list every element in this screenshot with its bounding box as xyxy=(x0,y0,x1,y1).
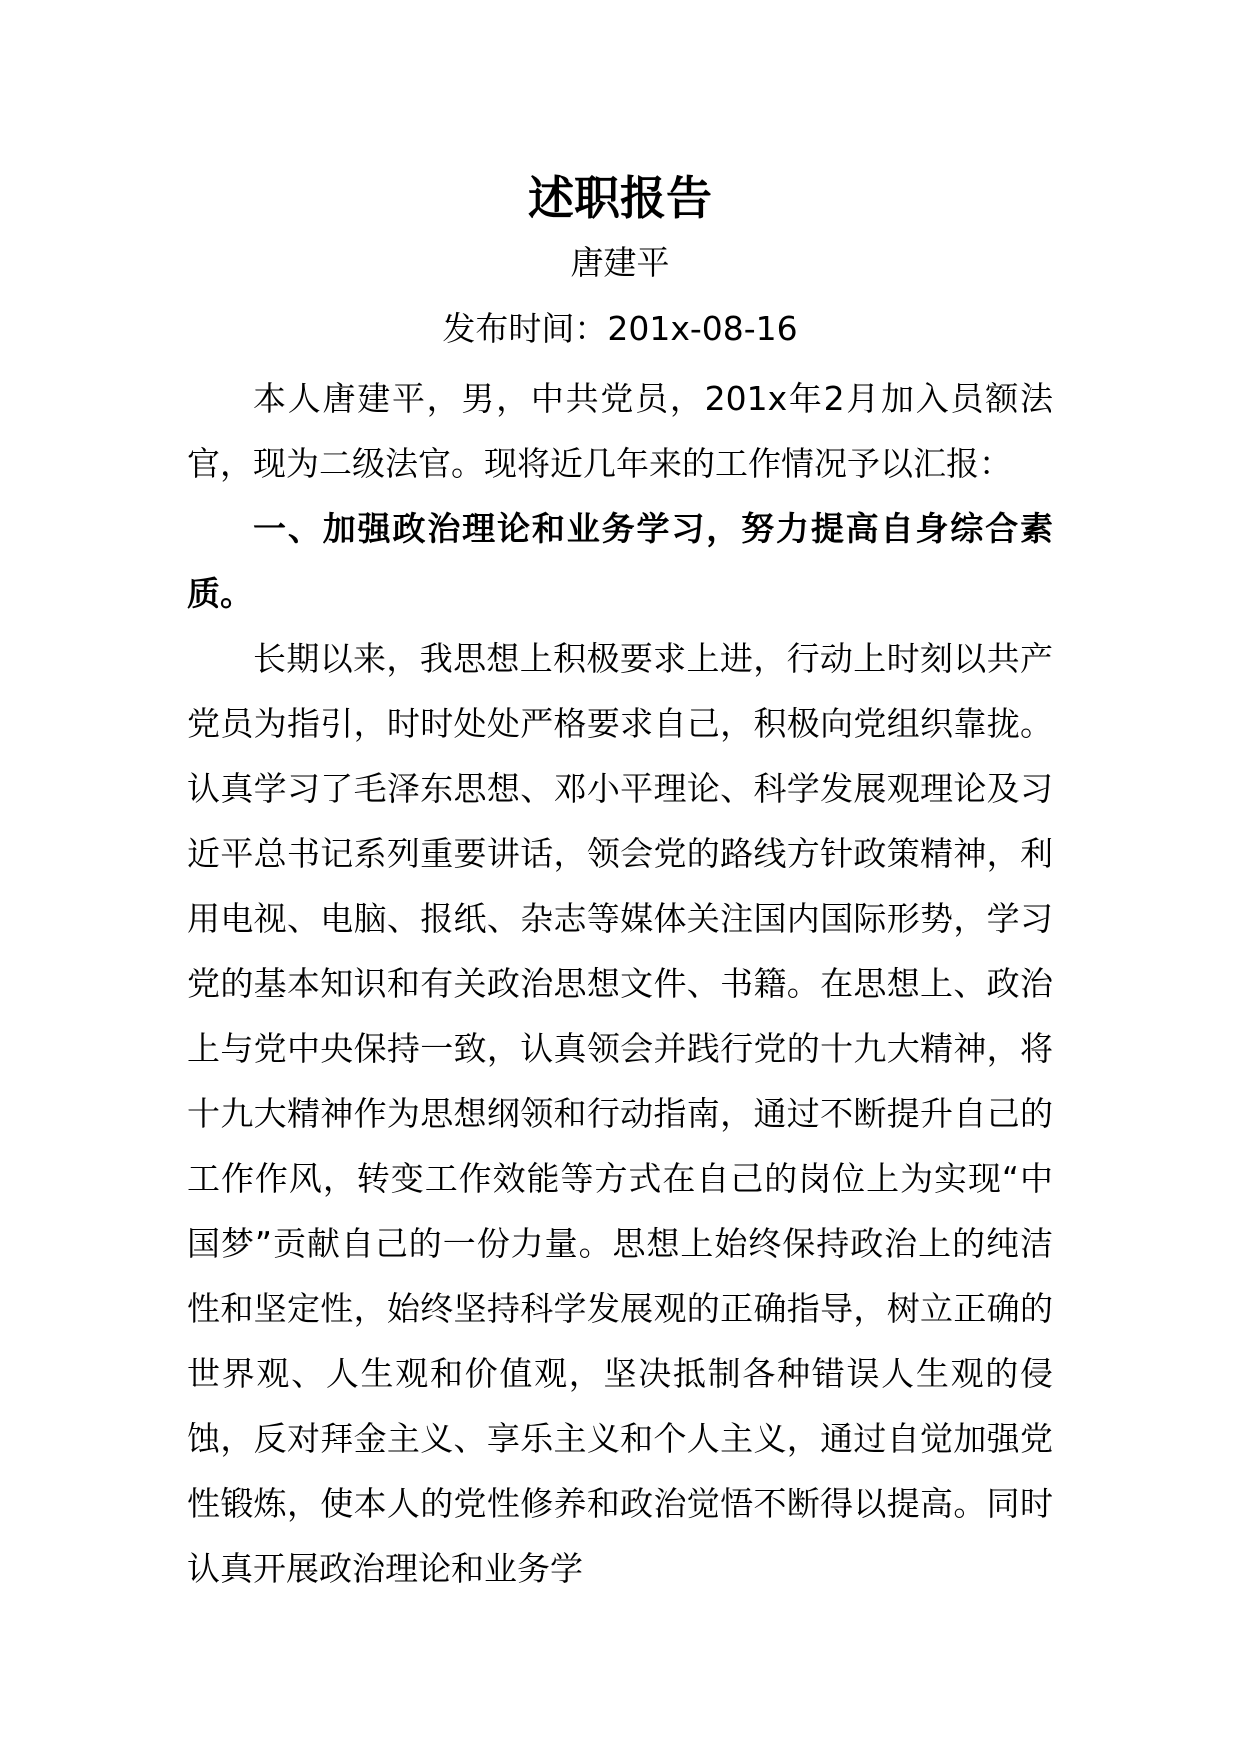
section-heading: 一、加强政治理论和业务学习，努力提高自身综合素质。 xyxy=(187,509,1053,613)
author-name: 唐建平 xyxy=(570,243,670,282)
document-title: 述职报告 xyxy=(528,171,712,225)
publish-date: 发布时间：201x-08-16 xyxy=(442,309,798,348)
intro-paragraph: 本人唐建平，男，中共党员，201x年2月加入员额法官，现为二级法官。现将近几年来的工作情况予以汇报： xyxy=(187,379,1053,483)
body-paragraph: 长期以来，我思想上积极要求上进，行动上时刻以共产党员为指引，时时处处严格要求自己，积极向党组织靠拢。认真学习了毛泽东思想、邓小平理论、科学发展观理论及习近平总书记系列重要讲话，领会党的路线方针政策精神，利用电视、电脑、报纸、杂志等媒体关注国内国际形势，学习党的基本知识和有关政治思想文件、书籍。在思想上、政治上与党中央保持一致，认真领会并践行党的十九大精神，将十九大精神作为思想纲领和行动指南，通过不断提升自己的工作作风，转变工作效能等方式在自己的岗位上为实现“中国梦”贡献自己的一份力量。思想上始终保持政治上的纯洁性和坚定性，始终坚持科学发展观的正确指导，树立正确的世界观、人生观和价值观，坚决抵制各种错误人生观的侵蚀，反对拜金主义、享乐主义和个人主义，通过自觉加强党性锻炼，使本人的党性修养和政治觉悟不断得以提高。同时认真开展政治理论和业务学 xyxy=(187,639,1053,1588)
document-body xyxy=(187,366,1053,1601)
